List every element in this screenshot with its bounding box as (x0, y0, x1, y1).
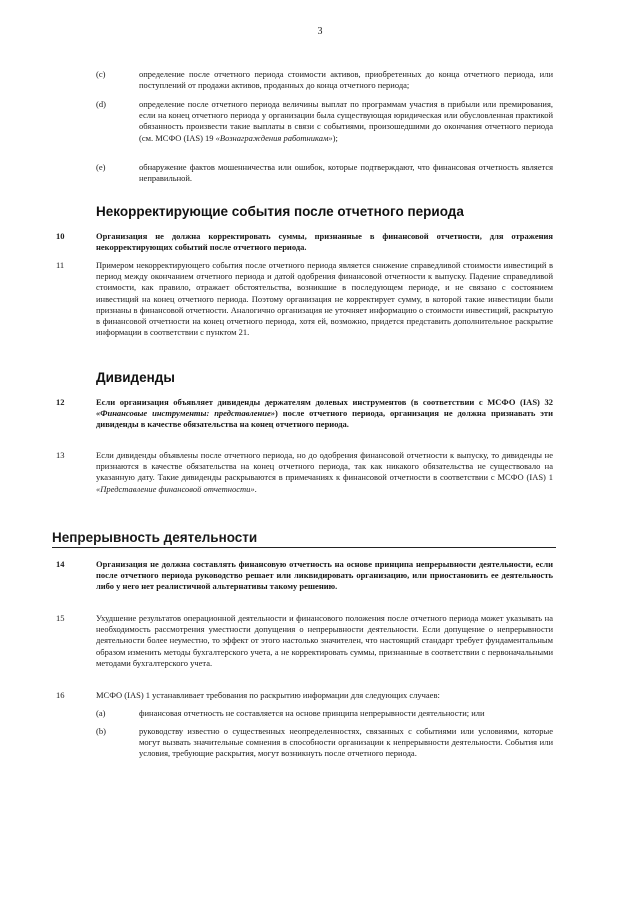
list-item-label: (b) (96, 726, 106, 736)
list-item-label: (c) (96, 69, 106, 79)
list-item-text: финансовая отчетность не составляется на основе принципа непрерывности деятельности; или (139, 708, 485, 718)
paragraph-text: Примером некорректирующего события после отчетного периода является снижение справедливой стоимости инвестиций в период между окончанием отчетного периода и датой одобрения финансовой отчетности к выпуску. Падение справедливой стоимости, как правило, отражает обстоятельства, возникшие в последующем периоде, и не связано с состоянием инвестиций на конец отчетного периода. Поэтому организация не корректирует сумму, в которой такие инвестиции были признаны в финансовой отчетности. Аналогично организация не уточняет информацию о стоимости инвестиций, раскрытую в финансовой отчетности на конец отчетного периода, хотя ей, возможно, придется представить дополнительное раскрытие информации в соответствии с пунктом 21. (96, 260, 553, 338)
paragraph-text: Организация не должна корректировать суммы, признанные в финансовой отчетности, для отражения некорректирующих событий после отчетного периода. (96, 231, 553, 253)
paragraph-number: 14 (56, 559, 65, 569)
list-item-label: (e) (96, 162, 106, 172)
paragraph-text: МСФО (IAS) 1 устанавливает требования по раскрытию информации для следующих случаев: (96, 690, 440, 700)
list-item-text: определение после отчетного периода стоимости активов, приобретенных до конца отчетного периода, или поступлений от продажи активов, проданных до конца отчетного периода; (139, 69, 553, 91)
section-heading: Дивиденды (96, 370, 175, 385)
paragraph-number: 11 (56, 260, 65, 270)
list-item-label: (a) (96, 708, 106, 718)
standard-title: «Вознаграждения работникам» (215, 132, 333, 143)
paragraph-number: 13 (56, 450, 65, 460)
list-item-text: руководству известно о существенных неопределенностях, связанных с событиями или условиями, которые могут вызвать значительные сомнения в способности организации к непрерывности деятельности. События или условия, требующие раскрытия, могут возникнуть после отчетного периода. (139, 726, 553, 759)
list-item-label: (d) (96, 99, 106, 109)
section-heading: Некорректирующие события после отчетного периода (96, 204, 464, 219)
paragraph-text: Если организация объявляет дивиденды держателям долевых инструментов (в соответствии с МСФО (IAS) 32 «Финансовые инструменты: представление») после отчетного периода, организация не должна признавать эти дивиденды в качестве обязательства на конец отчетного периода. (96, 397, 553, 430)
paragraph-number: 16 (56, 690, 65, 700)
paragraph-text: Если дивиденды объявлены после отчетного периода, но до одобрения финансовой отчетности к выпуску, то дивиденды не признаются в качестве обязательства на конец отчетного периода, так как никакого обязательства не существовало на указанную дату. Такие дивиденды раскрываются в примечаниях к финансовой отчетности в соответствии с МСФО (IAS) 1 «Представление финансовой отчетности». (96, 450, 553, 494)
list-item-text: определение после отчетного периода величины выплат по программам участия в прибыли или премирования, если на конец отчетного периода у организации была существующая юридическая или обусловленная практикой обязанность произвести такие выплаты в связи с событиями, произошедшими до окончания отчетного периода (см. МСФО (IAS) 19 «Вознаграждения работникам»); (139, 99, 553, 143)
page-number: 3 (317, 26, 323, 37)
paragraph-number: 10 (56, 231, 65, 241)
paragraph-text: Организация не должна составлять финансовую отчетность на основе принципа непрерывности деятельности, если после отчетного периода руководство решает или ликвидировать организацию, или приостановить ее деятельность либо у него нет реалистичной альтернативы такому решению. (96, 559, 553, 592)
standard-title: «Финансовые инструменты: представление» (96, 408, 275, 419)
paragraph-text: Ухудшение результатов операционной деятельности и финансового положения после отчетного периода может указывать на необходимость рассмотрения уместности допущения о непрерывности деятельности. Если допущение о непрерывности деятельности более неуместно, то эффект от этого настолько значителен, что настоящий стандарт требует фундаментальным образом изменить методы бухгалтерского учета, а не корректировать суммы, признанные в соответствии с первоначальными методами бухгалтерского учета. (96, 613, 553, 668)
list-item-text: обнаружение фактов мошенничества или ошибок, которые подтверждают, что финансовая отчетность является неправильной. (139, 162, 553, 184)
paragraph-number: 15 (56, 613, 65, 623)
section-heading-major: Непрерывность деятельности (52, 530, 556, 548)
standard-title: «Представление финансовой отчетности» (96, 483, 255, 494)
paragraph-number: 12 (56, 397, 65, 407)
